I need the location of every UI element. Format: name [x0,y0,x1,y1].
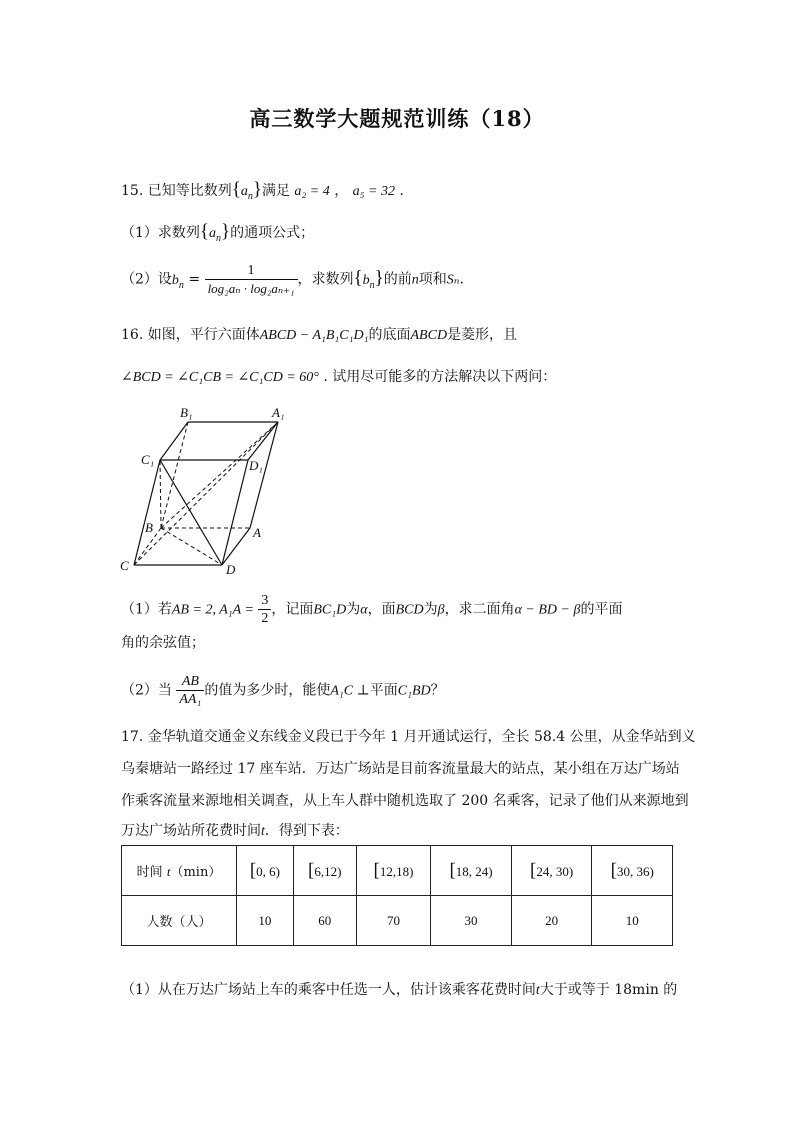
parallelepiped-figure [115,400,305,580]
edge-b-d [161,528,222,565]
edge-a1-a [250,422,278,528]
table-header-time: 时间 t（min） [122,846,237,896]
q15-fraction: $\frac{1}{\text{log₂aₙ · log₂aₙ₊₁}}$ [205,262,298,297]
label-a: A [253,525,261,540]
q17-line1: 17. 金华轨道交通金义东线金义段已于今年 1 月开通试运行，全长 58.4 公里，从金华站到义 [121,729,696,745]
table-cell-interval: [18, 24) [431,846,512,896]
edge-b1-c1 [160,422,188,460]
page-title: 高三数学大题规范训练（18） [249,106,545,131]
q16-part1: （1）若AB = 2, A₁A = $\frac{3}{2}$ ，记面BC₁D为α，面BCD为β，求二面角α − BD − β的平面 [121,593,623,626]
table-cell-interval: [0, 6) [237,846,294,896]
table-header-count: 人数（人） [122,896,237,946]
label-b1: B₁ [180,405,193,420]
edge-b1-b [161,422,188,528]
q16-part2: （2）当 $\frac{AB}{\text{AA₁}}$ 的值为多少时，能使A₁C ⊥平面C₁BD？ [121,674,445,707]
q15-stem: 15. 已知等比数列$\{a_n\}$满足 a₂ = 4 ， a₅ = 32 . [121,179,404,202]
table-cell-interval: [30, 36) [592,846,673,896]
q16-line1: 16. 如图，平行六面体ABCD − A₁B₁C₁D₁的底面ABCD是菱形，且 [121,327,518,343]
table-row [122,846,673,896]
diag-c-a1 [134,422,278,565]
table-cell-count: 70 [356,896,431,946]
table-cell-interval: [6,12) [293,846,356,896]
edge-c1-c [134,460,160,565]
label-a1: A₁ [272,405,285,420]
table-cell-count: 10 [237,896,294,946]
q16-fraction-ab-aa1: $\frac{AB}{\text{AA₁}}$ [176,673,204,708]
table-cell-count: 20 [511,896,592,946]
q16-part1-line2: 角的余弦值； [121,635,205,651]
q17-part1: （1）从在万达广场站上车的乘客中任选一人，估计该乘客花费时间t大于或等于 18min 的 [121,982,678,998]
q15-part1: （1）求数列$\{a_n\}$的通项公式； [121,221,315,244]
edge-b-a1 [161,422,278,528]
table-cell-interval: [12,18) [356,846,431,896]
label-d: D [226,562,236,577]
time-distribution-table [121,845,673,946]
q16-line2: ∠BCD = ∠C₁CB = ∠C₁CD = 60° . 试用尽可能多的方法解决以下两问： [121,369,557,385]
table-cell-count: 60 [293,896,356,946]
q15-part2: （2）设$b_n$ = $\frac{1}{\text{log₂aₙ · log₂aₙ₊₁}}$ ，求数列$\{b_n\}$的前n项和Sₙ. [121,263,464,296]
table-cell-count: 10 [592,896,673,946]
edge-b-c1 [160,460,161,528]
edge-c1-d [160,460,222,565]
q17-line2: 乌秦塘站一路经过 17 座车站．万达广场站是目前客流量最大的站点，某小组在万达广场站 [121,761,680,777]
q16-fraction-3-2: $\frac{3}{2}$ [258,592,271,627]
edge-d1-d [222,460,248,565]
label-d1: D₁ [249,458,263,473]
label-b: B [145,520,153,535]
q17-line4: 万达广场站所花费时间t．得到下表： [121,823,349,839]
table-cell-count: 30 [431,896,512,946]
q17-line3: 作乘客流量来源地相关调查，从上车人群中随机选取了 200 名乘客，记录了他们从来源地到 [121,793,689,809]
label-c1: C₁ [141,452,155,467]
table-row [122,896,673,946]
label-c: C [120,558,129,573]
table-cell-interval: [24, 30) [511,846,592,896]
